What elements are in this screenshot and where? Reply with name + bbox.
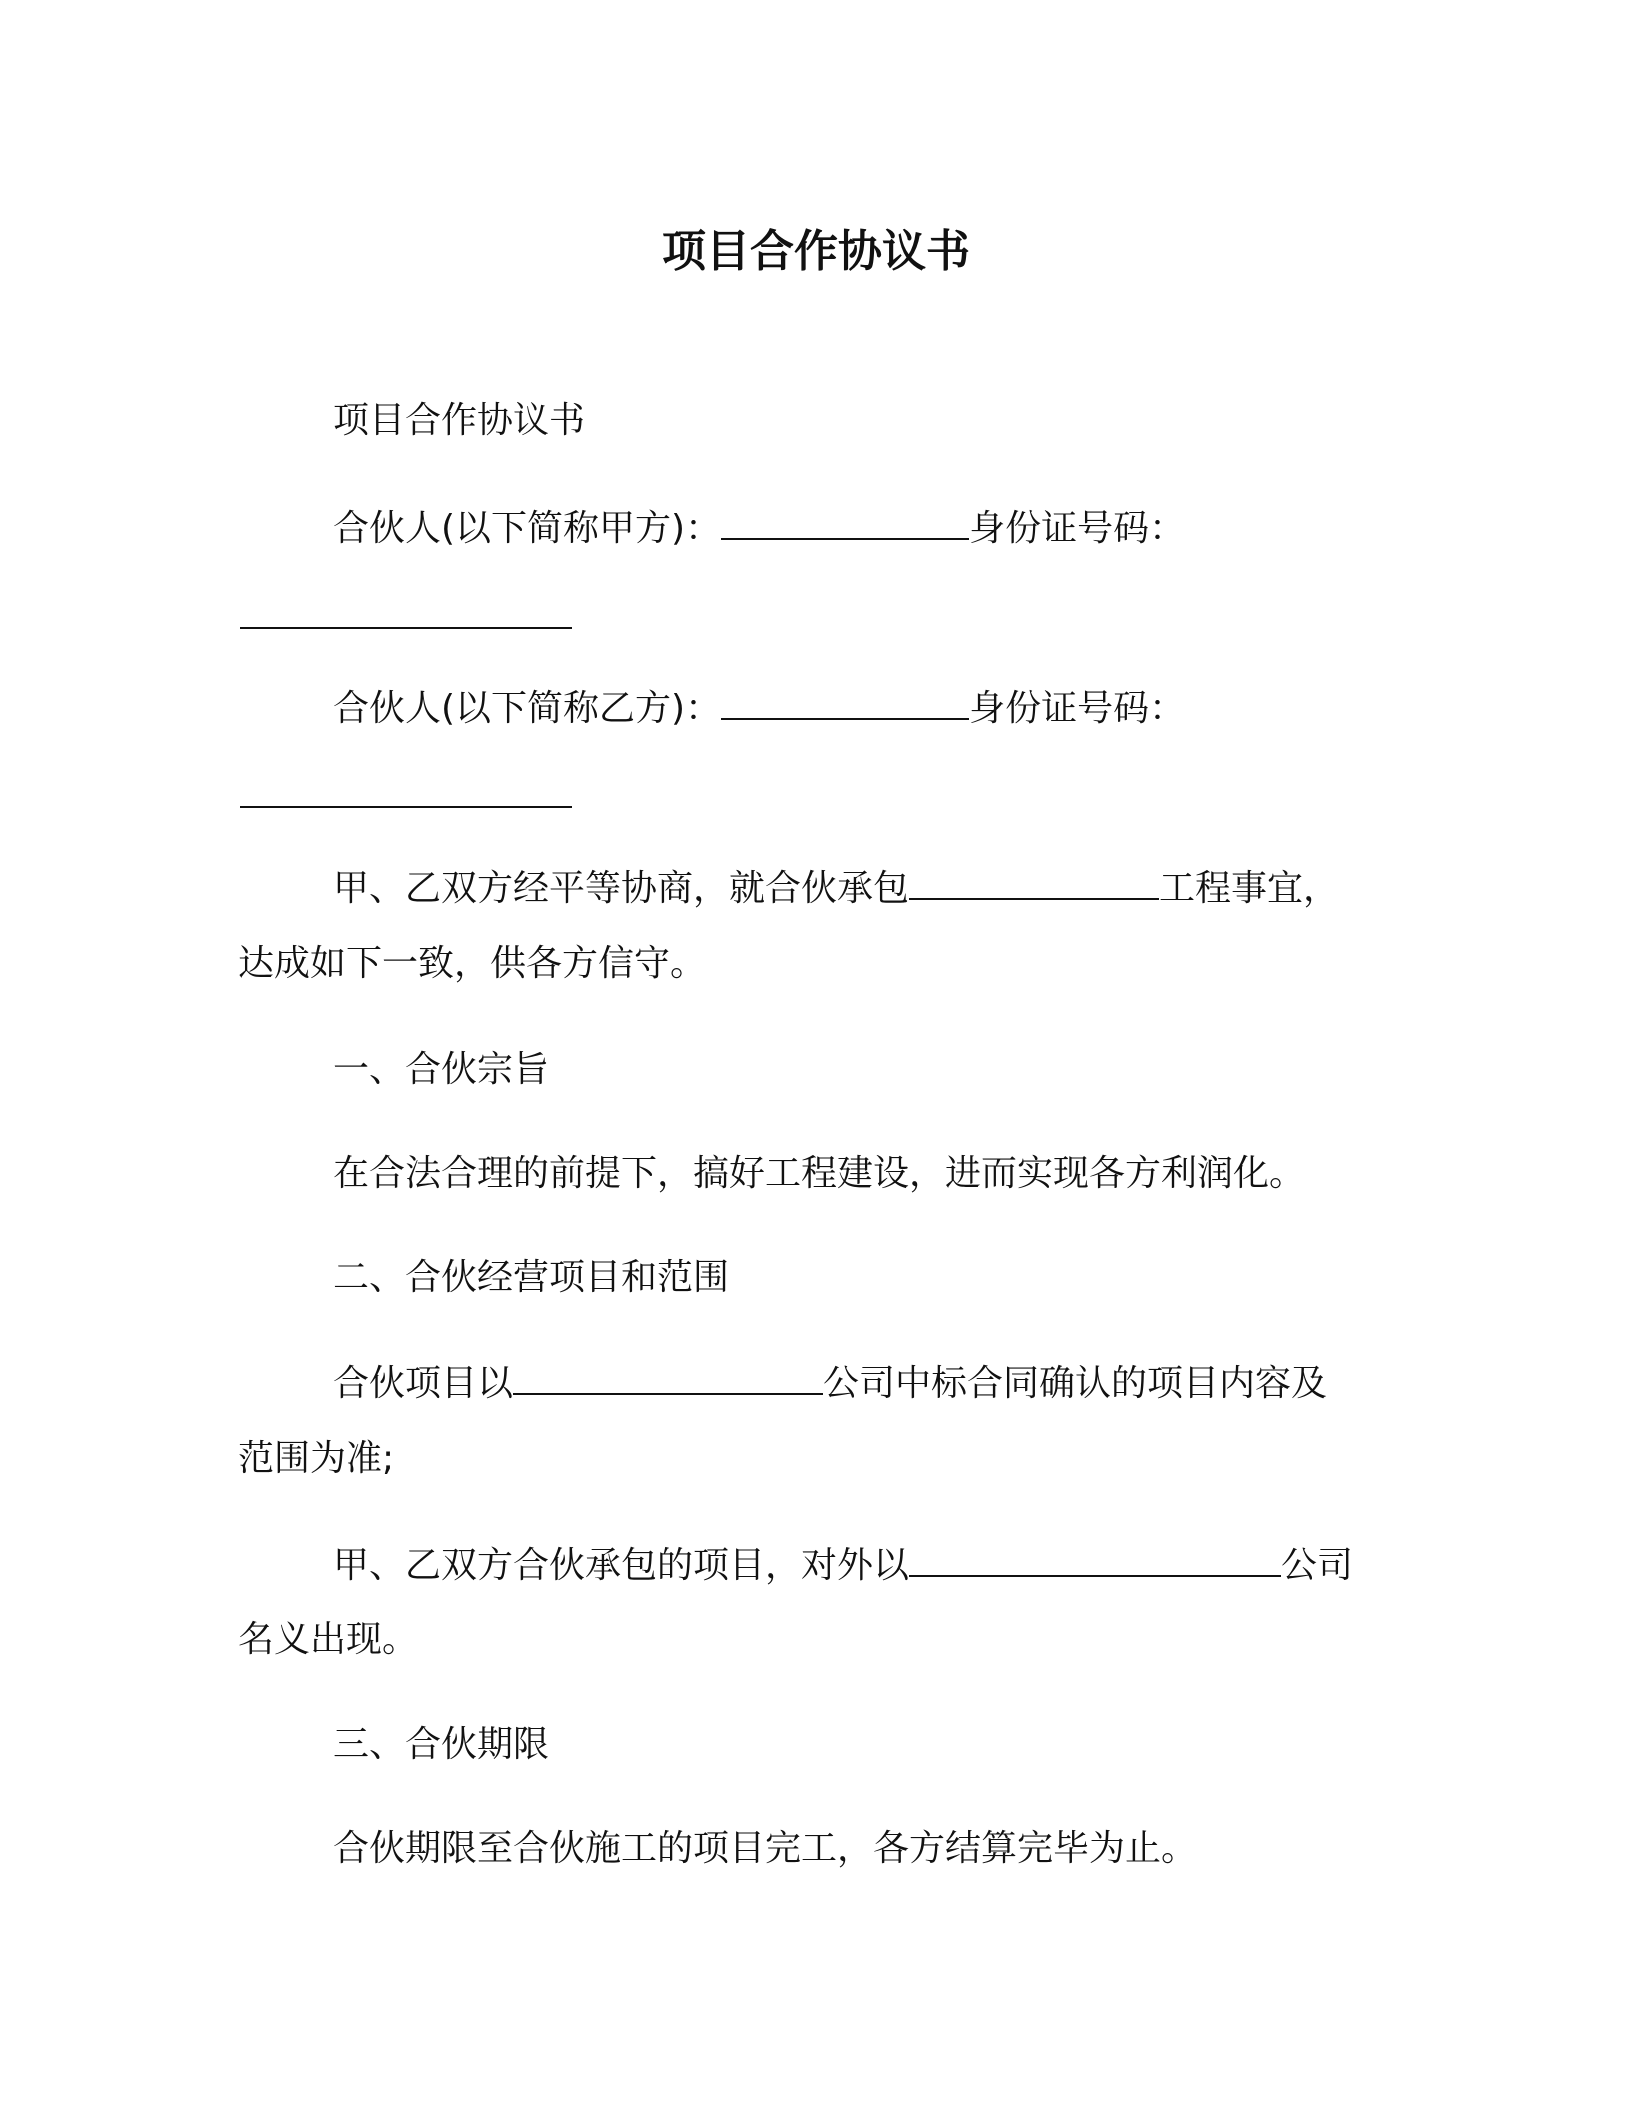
party-b-line [333, 680, 1185, 736]
party-a-label: 合伙人(以下简称甲方)： [333, 508, 722, 549]
section2-p2-part2: 公司 [1281, 1545, 1354, 1586]
company-blank-1 [513, 1355, 823, 1395]
party-b-label: 合伙人(以下简称乙方)： [333, 688, 722, 729]
project-name-blank [909, 860, 1159, 900]
section2-p2-line-1 [333, 1537, 1353, 1593]
intro-part2: 工程事宜， [1159, 868, 1340, 909]
party-b-name-blank [721, 680, 969, 720]
party-b-id-label: 身份证号码： [969, 688, 1186, 729]
section3-heading: 三、合伙期限 [333, 1724, 550, 1765]
company-blank-2 [909, 1537, 1281, 1577]
section2-p1-line-1 [333, 1355, 1327, 1411]
party-b-id-blank [240, 806, 572, 808]
section2-p2-line-2: 名义出现。 [238, 1619, 419, 1660]
document-title: 项目合作协议书 [662, 226, 970, 277]
intro-line-1 [333, 860, 1339, 916]
intro-part1: 甲、乙双方经平等协商，就合伙承包 [333, 868, 910, 909]
section2-p2-part1: 甲、乙双方合伙承包的项目，对外以 [333, 1545, 910, 1586]
party-a-id-blank [240, 627, 572, 629]
section2-p1-line-2: 范围为准; [238, 1438, 395, 1479]
party-a-name-blank [721, 500, 969, 540]
party-a-line [333, 500, 1185, 556]
document-subtitle: 项目合作协议书 [333, 400, 586, 441]
section1-heading: 一、合伙宗旨 [333, 1049, 550, 1090]
party-a-id-label: 身份证号码： [969, 508, 1186, 549]
section1-body: 在合法合理的前提下，搞好工程建设，进而实现各方利润化。 [333, 1153, 1306, 1194]
section3-body: 合伙期限至合伙施工的项目完工，各方结算完毕为止。 [333, 1828, 1198, 1869]
section2-p1-part2: 公司中标合同确认的项目内容及 [823, 1363, 1328, 1404]
intro-line-2: 达成如下一致，供各方信守。 [238, 943, 707, 984]
section2-heading: 二、合伙经营项目和范围 [333, 1257, 730, 1298]
section2-p1-part1: 合伙项目以 [333, 1363, 514, 1404]
